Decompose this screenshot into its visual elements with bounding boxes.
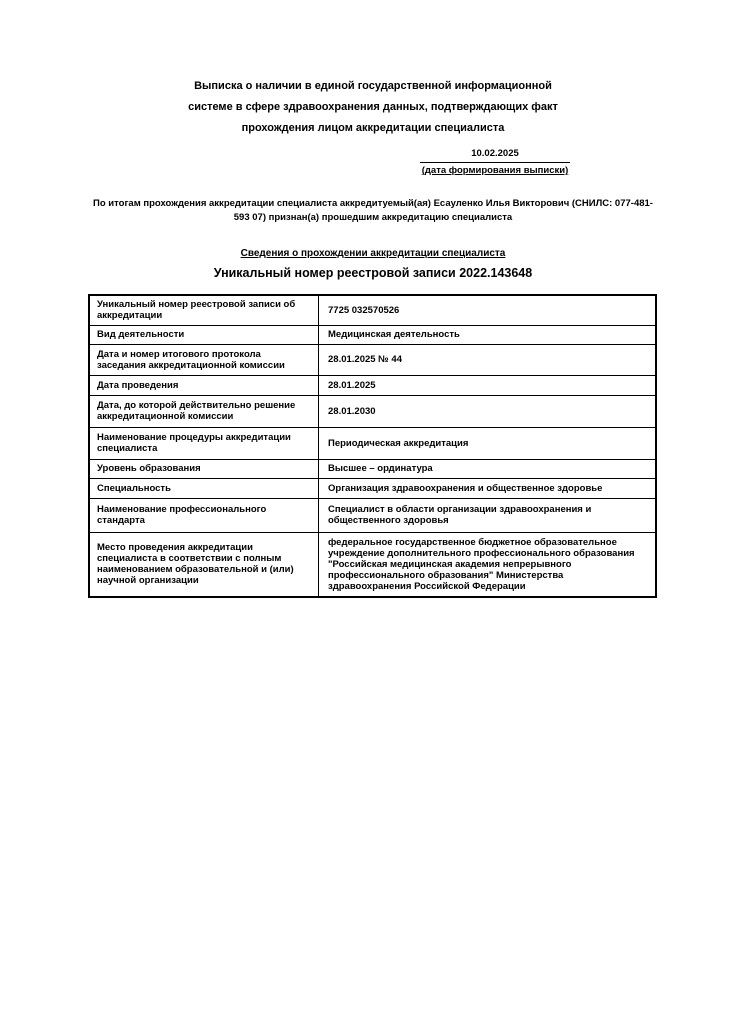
row-value: федеральное государственное бюджетное образовательное учреждение дополнительного профессионального образования "Российская медицинская академия непрерывного профессионального образования" Министерства здравоохранения Российской Федерации: [319, 532, 657, 597]
row-value: Медицинская деятельность: [319, 325, 657, 344]
row-label: Дата и номер итогового протокола заседания аккредитационной комиссии: [89, 344, 319, 375]
document-title-line: Выписка о наличии в единой государственной информационной: [194, 80, 552, 92]
table-row: [89, 295, 656, 325]
table-row: [89, 375, 656, 395]
document-title: [0, 0, 746, 139]
row-label: Наименование профессионального стандарта: [89, 498, 319, 532]
row-label: Дата, до которой действительно решение аккредитационной комиссии: [89, 395, 319, 427]
intro-paragraph-line: 593 07) признан(а) прошедшим аккредитацию специалиста: [233, 212, 513, 223]
table-row: [89, 478, 656, 498]
section-heading: Сведения о прохождении аккредитации специалиста: [240, 248, 506, 259]
row-value: 7725 032570526: [319, 295, 657, 325]
table-row: [89, 532, 656, 597]
row-value: Специалист в области организации здравоохранения и общественного здоровья: [319, 498, 657, 532]
row-label: Вид деятельности: [89, 325, 319, 344]
row-label: Наименование процедуры аккредитации специалиста: [89, 427, 319, 459]
extract-date-block: [420, 148, 570, 177]
row-value: 28.01.2030: [319, 395, 657, 427]
intro-paragraph: [78, 197, 668, 225]
row-value: 28.01.2025: [319, 375, 657, 395]
document-title-line: системе в сфере здравоохранения данных, подтверждающих факт: [188, 101, 558, 113]
row-label: Уникальный номер реестровой записи об аккредитации: [89, 295, 319, 325]
accreditation-table: [88, 294, 657, 598]
table-row: [89, 395, 656, 427]
table-row: [89, 427, 656, 459]
row-value: 28.01.2025 № 44: [319, 344, 657, 375]
row-label: Дата проведения: [89, 375, 319, 395]
table-row: [89, 344, 656, 375]
extract-date: 10.02.2025: [420, 148, 570, 163]
table-row: [89, 459, 656, 478]
extract-date-caption: (дата формирования выписки): [421, 165, 569, 176]
row-label: Специальность: [89, 478, 319, 498]
table-row: [89, 498, 656, 532]
row-value: Высшее – ординатура: [319, 459, 657, 478]
row-value: Организация здравоохранения и общественное здоровье: [319, 478, 657, 498]
row-label: Уровень образования: [89, 459, 319, 478]
row-value: Периодическая аккредитация: [319, 427, 657, 459]
intro-paragraph-line: По итогам прохождения аккредитации специалиста аккредитуемый(ая) Есауленко Илья Викторович (СНИЛС: 077-481-: [93, 198, 653, 209]
table-row: [89, 325, 656, 344]
row-label: Место проведения аккредитации специалиста в соответствии с полным наименованием образовательной и (или) научной организации: [89, 532, 319, 597]
registry-number-heading: Уникальный номер реестровой записи 2022.143648: [213, 266, 533, 280]
document-title-line: прохождения лицом аккредитации специалиста: [241, 122, 505, 134]
